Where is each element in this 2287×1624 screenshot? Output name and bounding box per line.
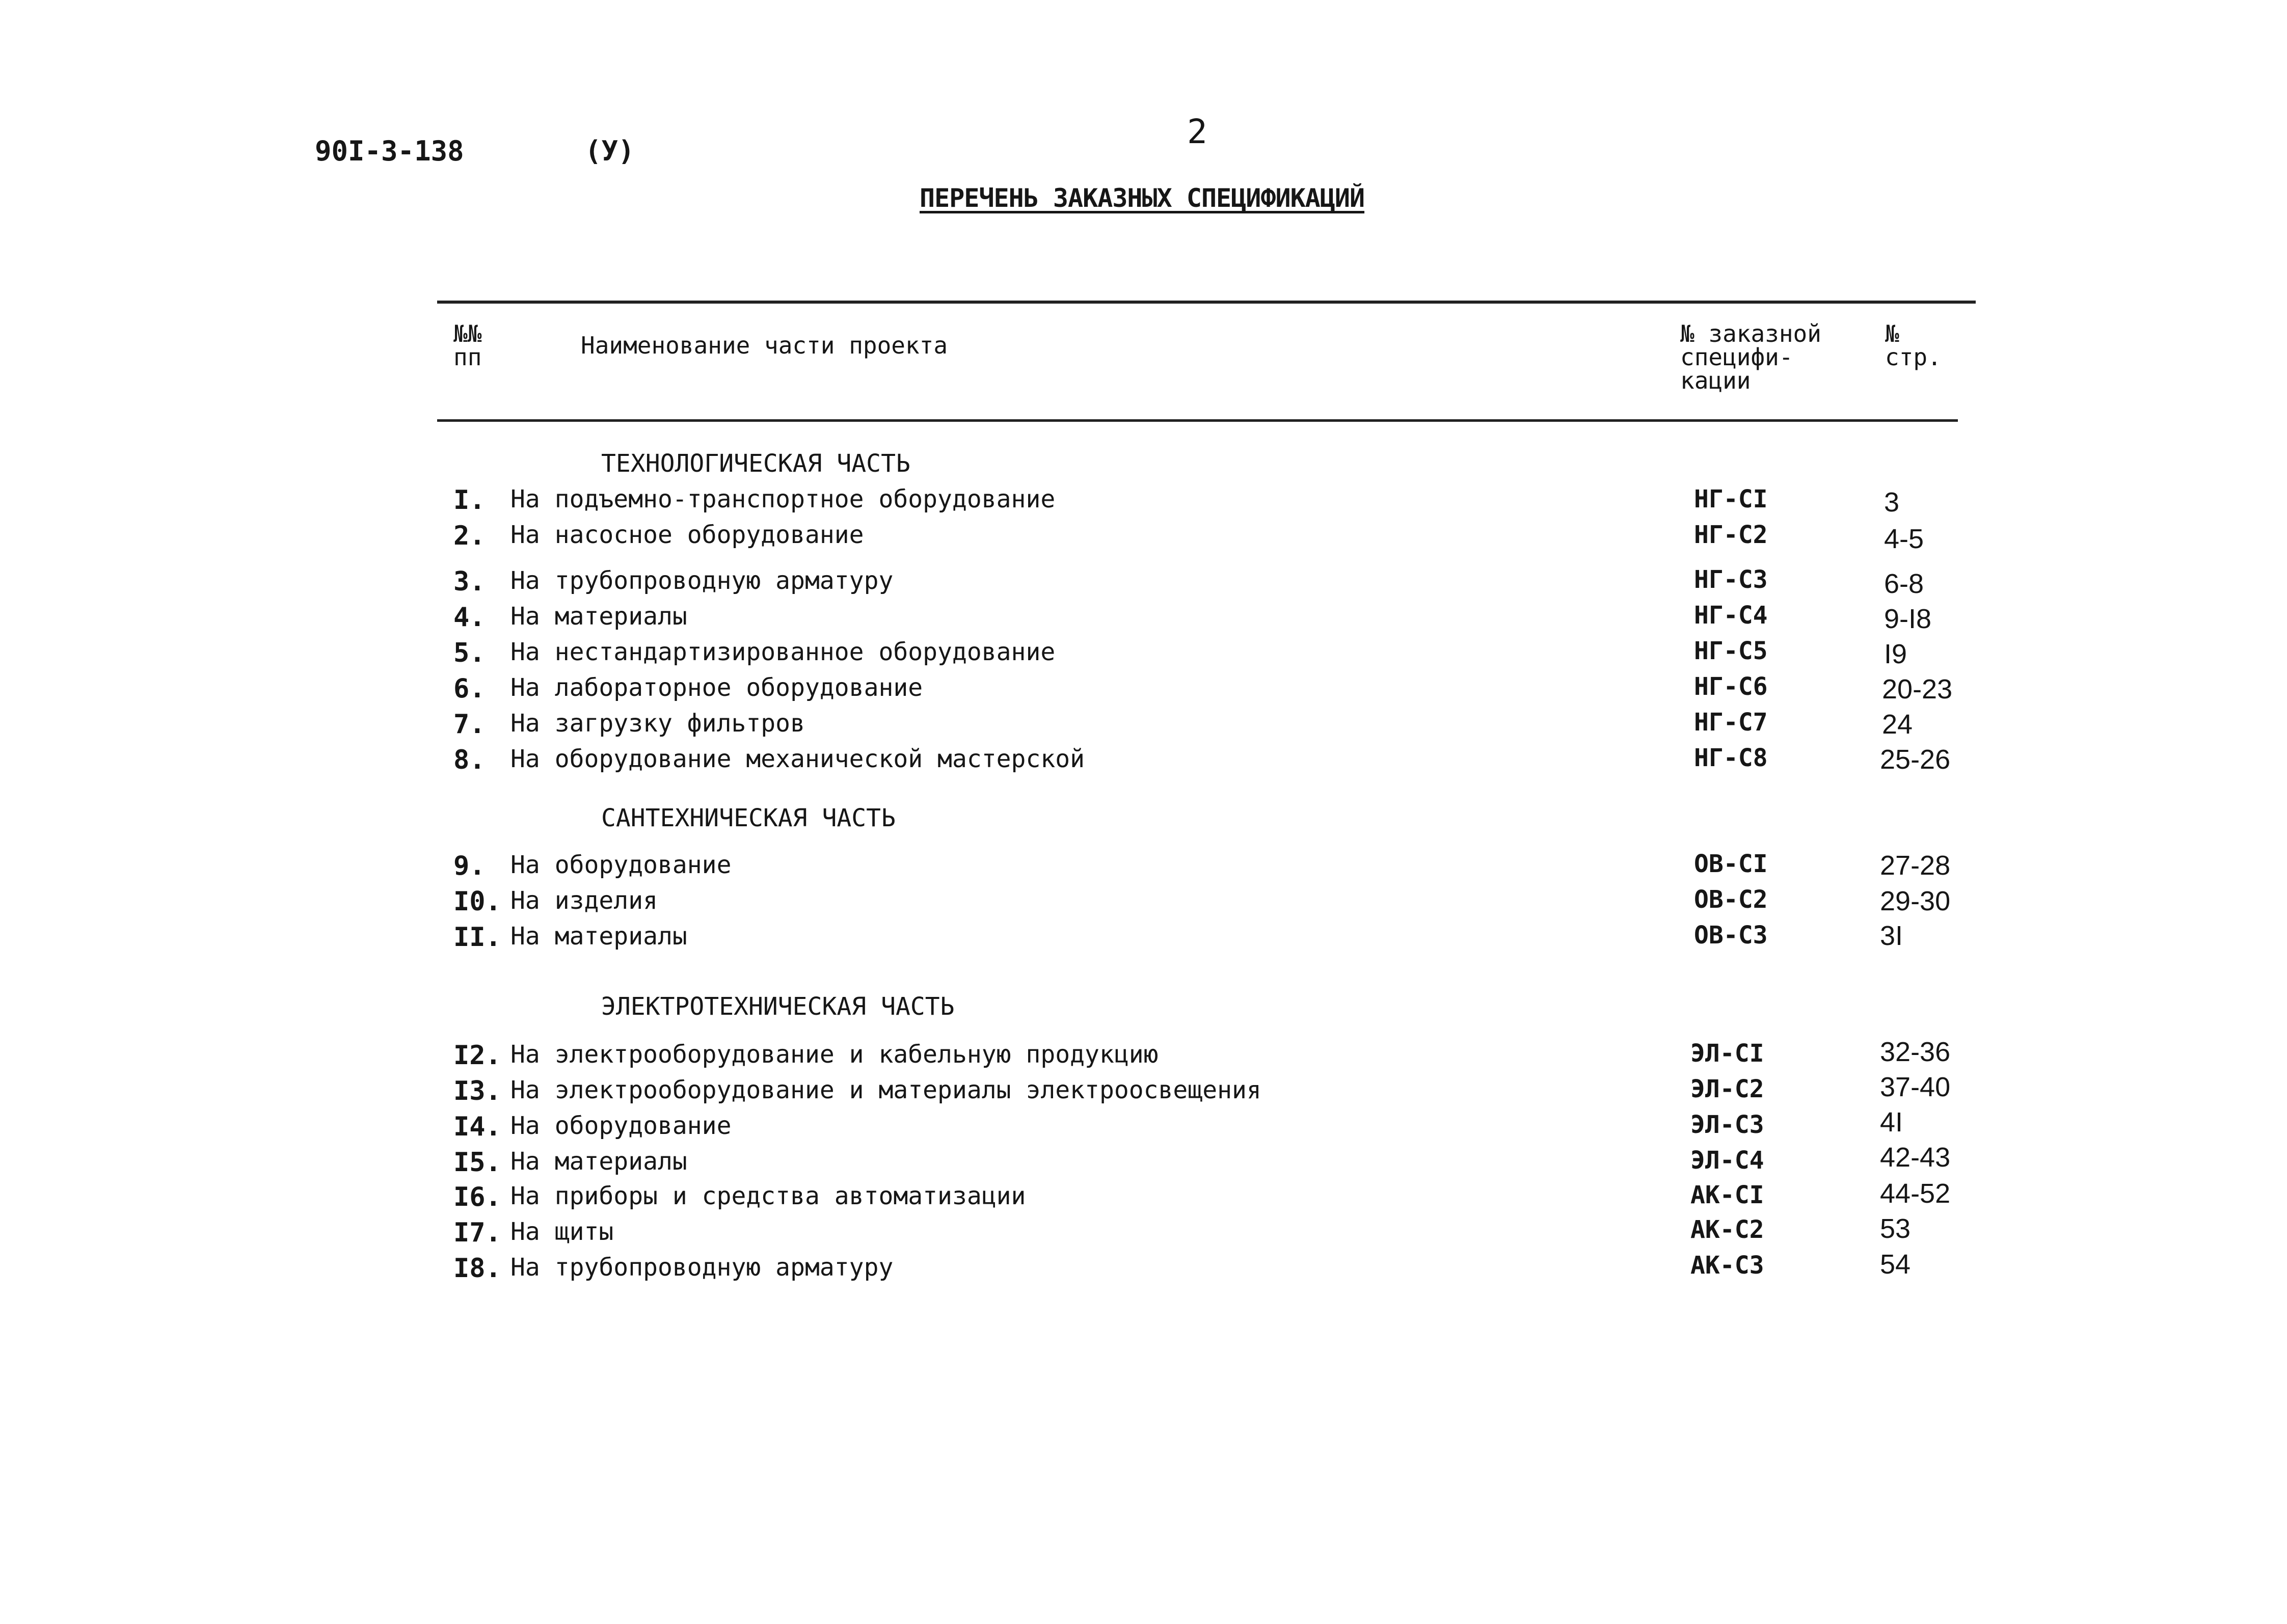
row-name: На электрооборудование и материалы электроосвещения	[510, 1076, 1261, 1104]
row-number: 2.	[453, 521, 486, 551]
row-pages: 54	[1880, 1249, 1911, 1280]
row-spec-code: НГ-СI	[1694, 485, 1768, 513]
row-name: На загрузку фильтров	[510, 709, 805, 738]
document-variant: (У)	[585, 135, 635, 167]
row-spec-code: НГ-С8	[1694, 744, 1768, 772]
row-pages: 3I	[1880, 921, 1903, 951]
column-header-page-line1: №	[1885, 320, 1899, 347]
row-pages: 53	[1880, 1213, 1911, 1244]
row-spec-code: ОВ-С3	[1694, 921, 1768, 950]
document-code: 90I-3-138	[315, 135, 464, 167]
row-number: I8.	[453, 1253, 501, 1284]
row-number: I3.	[453, 1076, 501, 1106]
row-pages: 24	[1882, 709, 1913, 740]
row-number: I.	[453, 485, 486, 516]
row-pages: 29-30	[1880, 886, 1951, 916]
row-number: I7.	[453, 1217, 501, 1248]
row-name: На насосное оборудование	[510, 521, 864, 549]
row-name: На материалы	[510, 1147, 687, 1176]
row-spec-code: ЭЛ-СI	[1690, 1039, 1764, 1068]
row-spec-code: АК-С2	[1690, 1215, 1764, 1244]
row-number: I5.	[453, 1147, 501, 1178]
row-pages: I9	[1884, 639, 1907, 669]
row-pages: 27-28	[1880, 850, 1951, 881]
column-header-spec-line1: № заказной	[1680, 320, 1821, 347]
row-number: 7.	[453, 709, 486, 740]
row-number: 6.	[453, 673, 486, 704]
row-name: На щиты	[510, 1217, 614, 1246]
row-name: На трубопроводную арматуру	[510, 1253, 894, 1282]
column-header-spec-line3: кации	[1680, 367, 1751, 394]
row-spec-code: ОВ-СI	[1694, 850, 1768, 878]
row-spec-code: НГ-С2	[1694, 521, 1768, 549]
row-spec-code: НГ-С6	[1694, 672, 1768, 701]
row-name: На оборудование	[510, 1112, 732, 1140]
row-spec-code: НГ-С5	[1694, 637, 1768, 665]
row-number: 8.	[453, 745, 486, 775]
section-title-technological: ТЕХНОЛОГИЧЕСКАЯ ЧАСТЬ	[601, 449, 910, 478]
column-header-name: Наименование части проекта	[581, 332, 948, 359]
row-spec-code: ЭЛ-С4	[1690, 1146, 1764, 1175]
page-title: ПЕРЕЧЕНЬ ЗАКАЗНЫХ СПЕЦИФИКАЦИЙ	[920, 183, 1365, 213]
row-spec-code: НГ-С3	[1694, 565, 1768, 594]
row-pages: 6-8	[1884, 569, 1924, 599]
row-name: На лабораторное оборудование	[510, 673, 923, 702]
row-pages: 3	[1884, 487, 1900, 518]
column-header-spec-line2: специфи-	[1680, 343, 1793, 371]
column-header-number	[453, 322, 481, 369]
page-number: 2	[1187, 112, 1207, 151]
section-title-electrical: ЭЛЕКТРОТЕХНИЧЕСКАЯ ЧАСТЬ	[601, 992, 955, 1021]
column-header-number-line1: №№	[453, 320, 482, 347]
row-pages: 44-52	[1880, 1178, 1951, 1209]
row-number: 9.	[453, 851, 486, 881]
row-spec-code: АК-СI	[1690, 1181, 1764, 1209]
table-header-rule	[437, 419, 1958, 422]
row-pages: 4-5	[1884, 524, 1924, 554]
row-pages: 25-26	[1880, 744, 1951, 775]
column-header-number-line2: пп	[453, 343, 482, 371]
row-pages: 42-43	[1880, 1142, 1951, 1173]
row-spec-code: ОВ-С2	[1694, 885, 1768, 914]
row-name: На материалы	[510, 922, 687, 951]
row-name: На материалы	[510, 602, 687, 631]
row-number: I6.	[453, 1182, 501, 1212]
row-pages: 32-36	[1880, 1037, 1951, 1067]
row-number: I0.	[453, 886, 501, 917]
row-spec-code: НГ-С4	[1694, 601, 1768, 630]
column-header-spec	[1680, 322, 1821, 392]
row-name: На подъемно-транспортное оборудование	[510, 485, 1056, 513]
row-pages: 4I	[1880, 1107, 1903, 1138]
column-header-page	[1885, 322, 1942, 369]
row-spec-code: ЭЛ-С3	[1690, 1111, 1764, 1139]
row-pages: 20-23	[1882, 674, 1953, 705]
section-title-sanitary: САНТЕХНИЧЕСКАЯ ЧАСТЬ	[601, 804, 896, 832]
row-number: I2.	[453, 1040, 501, 1071]
row-spec-code: АК-С3	[1690, 1251, 1764, 1280]
row-pages: 37-40	[1880, 1072, 1951, 1102]
row-pages: 9-I8	[1884, 604, 1932, 634]
row-number: I4.	[453, 1112, 501, 1142]
row-name: На трубопроводную арматуру	[510, 566, 894, 595]
row-name: На нестандартизированное оборудование	[510, 638, 1056, 666]
row-number: II.	[453, 922, 501, 953]
column-header-page-line2: стр.	[1885, 343, 1942, 371]
table-top-rule	[437, 301, 1976, 304]
row-spec-code: НГ-С7	[1694, 708, 1768, 737]
row-name: На электрооборудование и кабельную продукцию	[510, 1040, 1159, 1069]
row-name: На оборудование	[510, 851, 732, 879]
row-name: На приборы и средства автоматизации	[510, 1182, 1026, 1210]
row-name: На изделия	[510, 886, 658, 915]
row-number: 3.	[453, 566, 486, 597]
row-spec-code: ЭЛ-С2	[1690, 1075, 1764, 1103]
row-number: 4.	[453, 602, 486, 633]
row-number: 5.	[453, 638, 486, 668]
row-name: На оборудование механической мастерской	[510, 745, 1085, 773]
